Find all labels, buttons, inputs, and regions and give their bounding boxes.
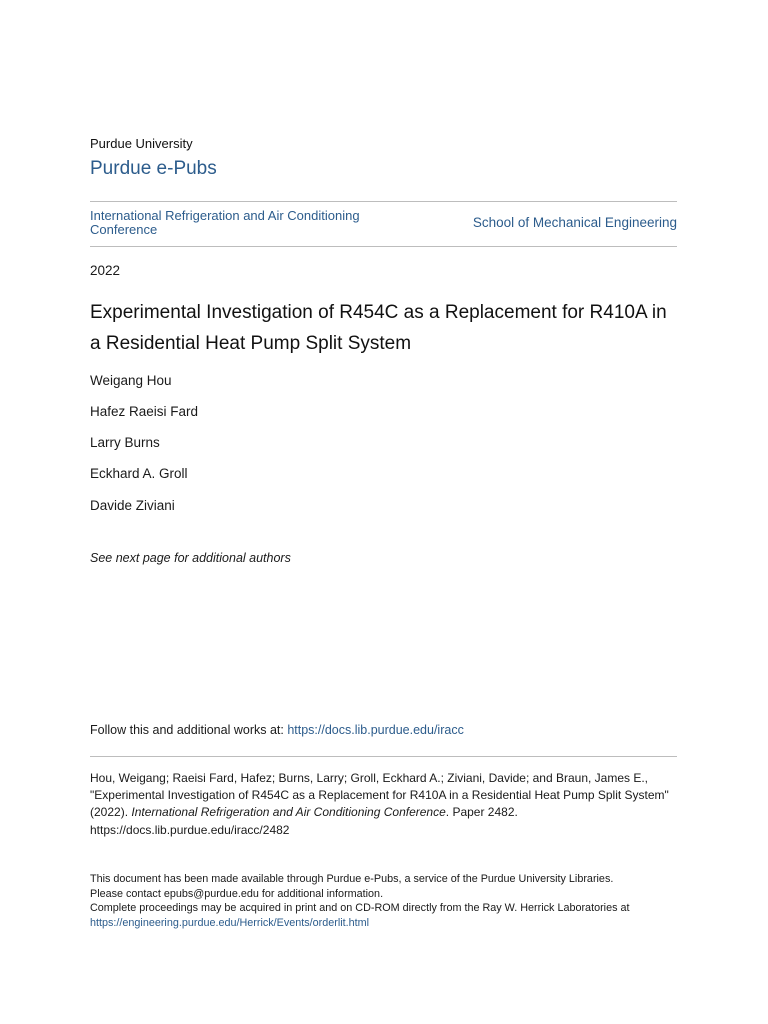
divider-bottom	[90, 756, 677, 757]
cover-page	[90, 0, 677, 1024]
author-name: Eckhard A. Groll	[90, 466, 188, 481]
notice-line: Complete proceedings may be acquired in print and on CD-ROM directly from the Ray W. Herrick Laboratories at	[90, 902, 630, 914]
notice-contact-line: Please contact epubs@purdue.edu for additional information.	[90, 887, 384, 900]
follow-text: Follow this and additional works at:	[90, 723, 288, 737]
follow-line	[90, 723, 464, 737]
citation-text: Hou, Weigang; Raeisi Fard, Hafez; Burns, Larry; Groll, Eckhard A.; Ziviani, Davide; and Braun, James E., "Experimental Investigation of R454C as a Replacement for R410A in a Residential Heat Pump Split System" (2022).	[90, 771, 669, 820]
author-name: Weigang Hou	[90, 373, 172, 388]
conference-series-link[interactable]: International Refrigeration and Air Conditioning Conference	[90, 208, 360, 237]
additional-authors-note: See next page for additional authors	[90, 551, 291, 565]
school-link[interactable]: School of Mechanical Engineering	[472, 215, 677, 230]
notice-line: This document has been made available through Purdue e-Pubs, a service of the Purdue University Libraries.	[90, 873, 614, 885]
paper-title: Experimental Investigation of R454C as a Replacement for R410A in a Residential Heat Pump Split System	[90, 302, 667, 354]
collection-link[interactable]: https://docs.lib.purdue.edu/iracc	[287, 723, 464, 737]
recommended-citation	[90, 770, 677, 839]
repository-link[interactable]: Purdue e-Pubs	[90, 158, 217, 179]
author-name: Davide Ziviani	[90, 498, 175, 513]
author-name: Hafez Raeisi Fard	[90, 404, 199, 419]
order-link[interactable]: https://engineering.purdue.edu/Herrick/Events/orderlit.html	[90, 916, 370, 929]
citation-venue: International Refrigeration and Air Conditioning Conference	[131, 805, 446, 820]
citation-paper-number: . Paper 2482.	[445, 805, 518, 820]
university-name: Purdue University	[90, 136, 193, 151]
divider-series	[90, 246, 677, 247]
publication-year: 2022	[90, 263, 121, 278]
author-name: Larry Burns	[90, 435, 160, 450]
availability-notice	[90, 872, 677, 930]
divider-top	[90, 201, 677, 202]
citation-url: https://docs.lib.purdue.edu/iracc/2482	[90, 822, 290, 837]
